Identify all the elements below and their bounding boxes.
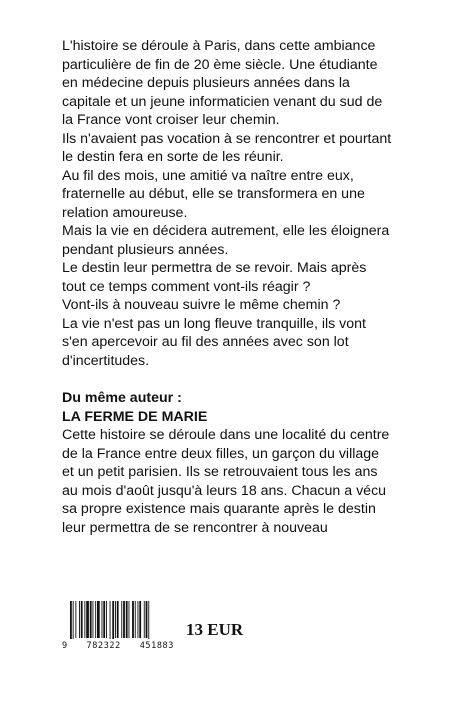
barcode-bar — [79, 601, 80, 638]
same-author-heading: Du même auteur : — [62, 390, 182, 406]
other-book-title: LA FERME DE MARIE — [62, 408, 208, 425]
barcode-bar — [106, 601, 107, 638]
barcode-prefix: 9 — [62, 641, 68, 651]
synopsis-paragraph: La vie n'est pas un long fleuve tranquille, ils vont s'en apercevoir au fil des années avec son lot d'incertitudes. — [62, 315, 366, 369]
barcode-bar — [117, 601, 119, 638]
barcode-bar — [138, 601, 139, 638]
barcode-bar — [93, 601, 94, 638]
barcode-bars — [62, 601, 174, 641]
other-book-description: Cette histoire se déroule dans une localité du centre de la France entre deux filles, un garçon du village et un petit parisien. Ils se retrouvaient tous les ans au mois d'août jusqu'à leurs 18 ans. Chacun a vécu sa propre existence mais quarante après le destin leur permettra de se rencontrer à nouveau — [62, 427, 390, 536]
barcode-digits — [62, 639, 174, 653]
same-author-section — [62, 389, 392, 537]
barcode-bar — [129, 601, 130, 638]
barcode-bar — [144, 601, 145, 638]
barcode-bar — [97, 601, 100, 638]
barcode-bar — [103, 601, 105, 638]
barcode-bar — [86, 601, 89, 638]
barcode-bar — [126, 601, 128, 638]
barcode-bar — [132, 601, 134, 638]
synopsis-paragraph: L'histoire se déroule à Paris, dans cette ambiance particulière de fin de 20 ème siècle. Une étudiante en médecine depuis plusieurs années dans la capitale et un jeune informaticien venant du sud de la France vont croiser leur chemin. — [62, 38, 383, 128]
synopsis-paragraph: Ils n'avaient pas vocation à se rencontrer et pourtant le destin fera en sorte de les réunir. — [62, 130, 392, 165]
barcode-bar — [135, 601, 136, 638]
barcode-group-2: 451883 — [139, 641, 174, 651]
barcode-bar — [102, 601, 103, 638]
barcode-bar — [123, 601, 125, 638]
barcode-bar — [70, 601, 72, 641]
barcode-group-1: 782322 — [86, 641, 121, 651]
synopsis-paragraph: Vont-ils à nouveau suivre le même chemin ? — [62, 297, 341, 313]
barcode-bar — [148, 601, 149, 641]
barcode-bar — [90, 601, 92, 638]
barcode-bar — [110, 601, 111, 641]
synopsis — [62, 37, 392, 370]
price-label: 13 EUR — [186, 620, 244, 639]
barcode-bar — [81, 601, 83, 638]
barcode-bar — [139, 601, 141, 638]
barcode-bar — [75, 601, 76, 638]
barcode-bar — [84, 601, 85, 638]
synopsis-paragraph: Mais la vie en décidera autrement, elle les éloignera pendant plusieurs années. — [62, 223, 390, 258]
barcode-bar — [146, 601, 148, 638]
synopsis-paragraph: Au fil des mois, une amitié va naître entre eux, fraternelle au début, elle se transformera en une relation amoureuse. — [62, 167, 365, 221]
barcode-bar — [95, 601, 96, 638]
barcode-bar — [73, 601, 74, 641]
synopsis-paragraph: Le destin leur permettra de se revoir. Mais après tout ce temps comment vont-ils réagir ? — [62, 260, 367, 295]
barcode-bar — [112, 601, 114, 641]
isbn-barcode — [62, 601, 174, 653]
barcode-bar — [121, 601, 122, 638]
barcode-bar — [115, 601, 116, 638]
